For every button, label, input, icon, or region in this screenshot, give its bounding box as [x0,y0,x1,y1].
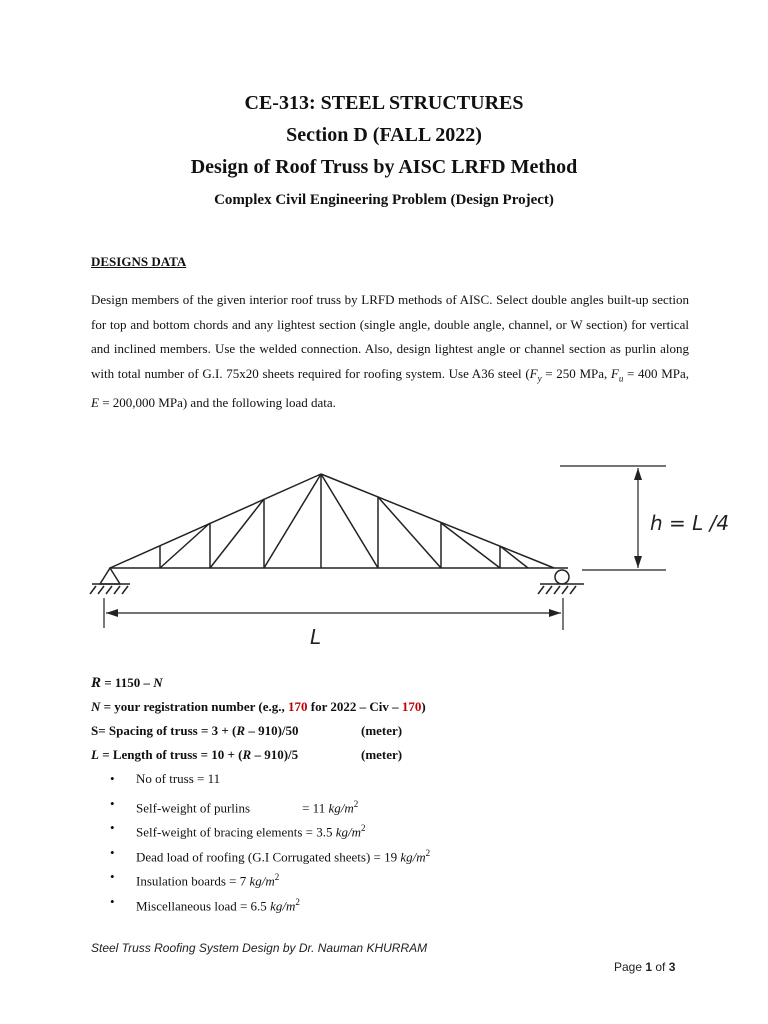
n-close: ) [421,699,426,714]
load-list [110,767,430,915]
equation-s [91,719,426,743]
s-r-symbol: R [236,723,246,738]
load-label: No of truss = 11 [136,771,221,786]
l-symbol: L [91,747,99,762]
roller-support [538,570,584,594]
design-data-heading: DESIGNS DATA [91,254,187,269]
unit-exponent: 2 [361,823,366,834]
list-item [110,792,430,817]
fu-value: = 400 MPa, [623,365,690,381]
n-mid-text: for 2022 – Civ – [307,699,402,714]
n-symbol: N [91,699,101,714]
l-text-b: – 910)/5 [251,747,299,762]
section-title: Section D (FALL 2022) [286,124,482,146]
span-dimension [104,598,563,630]
l-text-a: = Length of truss = 10 + ( [98,747,243,762]
l-unit: (meter) [361,747,403,762]
load-unit: kg/m [328,799,354,815]
unit-exponent: 2 [425,847,431,858]
n-text: = your registration number (e.g., [100,699,288,714]
fy-symbol: F [529,365,538,381]
load-label: Dead load of roofing (G.I Corrugated sheets) = 19 [136,849,401,865]
load-label: Self-weight of purlins = 11 [136,799,329,815]
pin-support [90,568,130,594]
equation-n [91,695,426,719]
page-of: of [652,960,669,974]
footer-credit: Steel Truss Roofing System Design by Dr. Nauman KHURRAM [91,941,428,955]
load-unit: kg/m [270,898,296,914]
r-n-symbol: N [153,675,163,690]
span-label: L [310,625,322,649]
unit-exponent: 2 [274,872,280,883]
s-text-b: – 910)/50 [245,723,299,738]
fy-value: = 250 MPa, [541,365,611,381]
list-item [110,767,430,792]
page-number [614,960,675,974]
fu-symbol: F [610,365,619,381]
list-item [110,865,430,890]
load-label: Self-weight of bracing elements = 3.5 [136,824,336,840]
load-unit: kg/m [249,873,275,889]
r-equation-text: = 1150 – [101,675,154,690]
fu-subscript: u [618,373,624,384]
s-text-a: S= Spacing of truss = 3 + ( [91,723,237,738]
r-symbol: R [91,675,102,691]
s-unit: (meter) [361,723,403,738]
load-label: Insulation boards = 7 [136,873,250,889]
e-symbol: E [91,394,99,410]
n-example-1: 170 [287,699,308,714]
e-value: = 200,000 MPa) and the following load data. [98,394,336,410]
design-data-paragraph [91,288,689,415]
load-unit: kg/m [400,849,426,865]
page-word: Page [614,960,646,974]
list-item [110,890,430,915]
para-text-a: Design members of the given interior roof truss by LRFD methods of AISC. Select double angles built-up section for top and bottom chords and any lightest section (single angle, double angle, channel, or W section) for vertical and inclined members. Use the welded connection. Also, design lightest angle or channel section as purlin along with total number of G.I. 75x20 sheets required for roofing system. Use A36 steel ( [91,292,689,381]
list-item [110,816,430,841]
list-item [110,841,430,866]
page-total: 3 [668,960,676,974]
unit-exponent: 2 [295,896,300,907]
document-title: Design of Roof Truss by AISC LRFD Method [190,156,578,178]
l-r-symbol: R [242,747,252,762]
truss-members [110,474,554,568]
page-current: 1 [645,960,653,974]
equation-r [91,671,426,695]
truss-diagram [88,460,738,650]
course-title: CE-313: STEEL STRUCTURES [244,92,524,114]
load-unit: kg/m [335,824,362,840]
equation-l [91,743,426,767]
parameter-equations [91,671,426,767]
document-subtitle: Complex Civil Engineering Problem (Design Project) [214,192,554,208]
height-label: h = L /4 [650,511,730,535]
fy-subscript: y [537,373,542,384]
unit-exponent: 2 [353,798,359,809]
n-example-2: 170 [401,699,422,714]
load-label: Miscellaneous load = 6.5 [136,898,271,914]
